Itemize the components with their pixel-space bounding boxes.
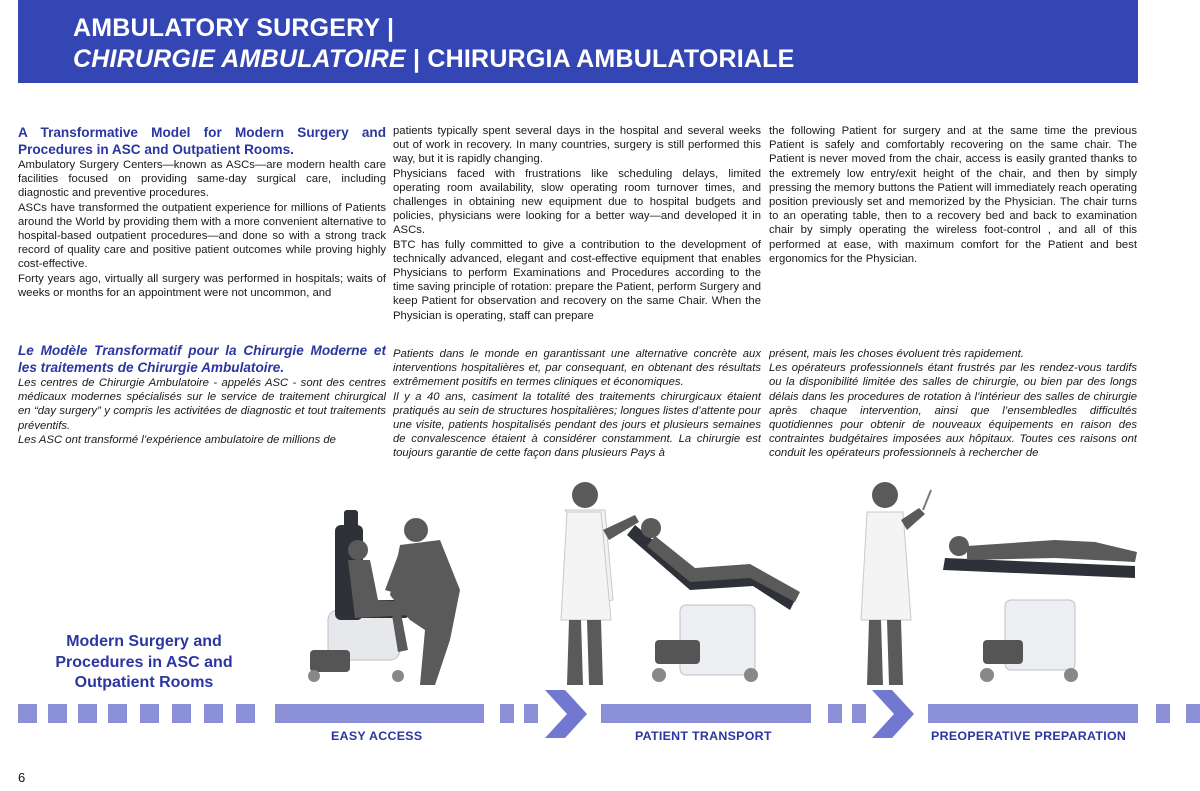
french-column-1: [18, 342, 386, 460]
step-label-preoperative-preparation: PREOPERATIVE PREPARATION: [931, 729, 1127, 743]
paragraph: BTC has fully committed to give a contribution to the development of technically advanced, elegant and cost-effective equipment that enables Physicians to perform Examinations and Procedures according to the time saving principle of rotation: prepare the Patient, perform Surgery and keep Patient for observation and recovery on the same Chair. When the Physician is operating, staff can prepare: [393, 238, 761, 322]
french-heading: Le Modèle Transformatif pour la Chirurgie Moderne et les traitements de Chirurgie Ambulatoire.: [18, 343, 386, 375]
title-italian: CHIRURGIA AMBULATORIALE: [427, 45, 795, 73]
chevron-right-icon: [872, 690, 914, 738]
patient-transport-illustration: [555, 480, 825, 690]
paragraph: Les opérateurs professionnels étant frustrés par les rendez-vous tardifs ou la disponibilité limitée des salles de chirurgie, ou bien par des longs délais dans les procedures de rotation à l’intérieur des salles de chirurgie après chaque intervention, ainsi que l’ensembledles difficultés quotidiennes pour obtenir de nouveaux équipements en raison des contraintes budgétaires imposées aux hôpitaux. Toutes ces raisons ont conduit les opérateurs professionnels à rechercher de: [769, 362, 1137, 460]
paragraph: ASCs have transformed the outpatient experience for millions of Patients around the World by providing them with a more convenient alternative to hospital-based outpatient procedures—and done so with a strong track record of quality care and positive patient outcomes while proving highly cost-effective.: [18, 201, 386, 271]
paragraph: Les centres de Chirurgie Ambulatoire - appelés ASC - sont des centres médicaux modernes spécialisés sur le service de traitement chirurgical en “day surgery” y compris les activitées de diagnostic et tout traitements préventifs.: [18, 377, 386, 432]
paragraph: Ambulatory Surgery Centers—known as ASCs—are modern health care facilities focused on providing same-day surgical care, including diagnostic and preventive procedures.: [18, 159, 386, 200]
step-label-easy-access: EASY ACCESS: [331, 729, 423, 743]
track-segment-patient-transport: [601, 704, 811, 723]
paragraph: patients typically spent several days in the hospital and several weeks out of work in recovery. In many countries, surgery is still performed this way, but it is rapidly changing.: [393, 125, 761, 166]
english-heading: A Transformative Model for Modern Surgery and Procedures in ASC and Outpatient Rooms.: [18, 125, 386, 157]
paragraph: Les ASC ont transformé l’expérience ambulatoire de millions de: [18, 433, 336, 446]
french-column-3: [769, 347, 1137, 460]
preoperative-preparation-illustration: [855, 480, 1155, 690]
paragraph: the following Patient for surgery and at the same time the previous Patient is safely and comfortably recovering on the same chair. The Patient is never moved from the chair, access is easily granted thanks to the extremely low entry/exit height of the chair, and then by simply pressing the memory buttons the Patient will immediately reach operating position previously set and memorized by the Physician. The chair turns to an operating table, then to a recovery bed and back to examination chair by simply operating the wireless foot-control , and all of this performed at ease, with maximum comfort for the Patient and best ergonomics for the Physician.: [769, 125, 1137, 265]
title-french: CHIRURGIE AMBULATOIRE: [73, 45, 406, 73]
english-column-2: [393, 124, 761, 324]
page-title: [73, 13, 794, 75]
page-number: 6: [18, 770, 26, 785]
english-column-3: [769, 124, 1137, 274]
paragraph: Patients dans le monde en garantissant une alternative concrète aux interventions hospitalières et, par consequant, en obtenant des résultats extrêmement positifs en termes cliniques et économiques.: [393, 348, 761, 389]
track-dashes-left: [18, 704, 255, 723]
paragraph: présent, mais les choses évoluent très rapidement.: [769, 348, 1024, 360]
chevron-right-icon: [545, 690, 587, 738]
paragraph: Physicians faced with frustrations like scheduling delays, limited operating room availability, slow operating room turnover times, and challenges in obtaining new equipment due to hospital budgets and policies, physicians were looking for a better way—and developed it in ASCs.: [393, 167, 761, 237]
figure-caption: Modern Surgery and Procedures in ASC and Outpatient Rooms: [55, 633, 233, 691]
track-segment-preoperative-preparation: [928, 704, 1138, 723]
easy-access-illustration: [300, 500, 480, 690]
step-label-patient-transport: PATIENT TRANSPORT: [635, 729, 772, 743]
paragraph: Il y a 40 ans, casiment la totalité des traitements chirurgicaux étaient pratiqués au sein de structures hospitalières; longues listes d’attente pour une visite, patients hospitalisés pendant des jours et plusieurs semaines de convalescence étaient à considérer constamment. La chirurgie est toujours garantie de cette façon dans plusieurs Pays à: [393, 390, 761, 460]
paragraph: Forty years ago, virtually all surgery was performed in hospitals; waits of weeks or months for an appointment were not uncommon, and: [18, 272, 386, 299]
title-separator: |: [405, 45, 428, 73]
track-segment-easy-access: [275, 704, 484, 723]
title-line-1: AMBULATORY SURGERY |: [73, 14, 395, 42]
header-banner: [18, 0, 1138, 83]
english-column-1: [18, 124, 386, 320]
french-column-2: [393, 347, 761, 460]
